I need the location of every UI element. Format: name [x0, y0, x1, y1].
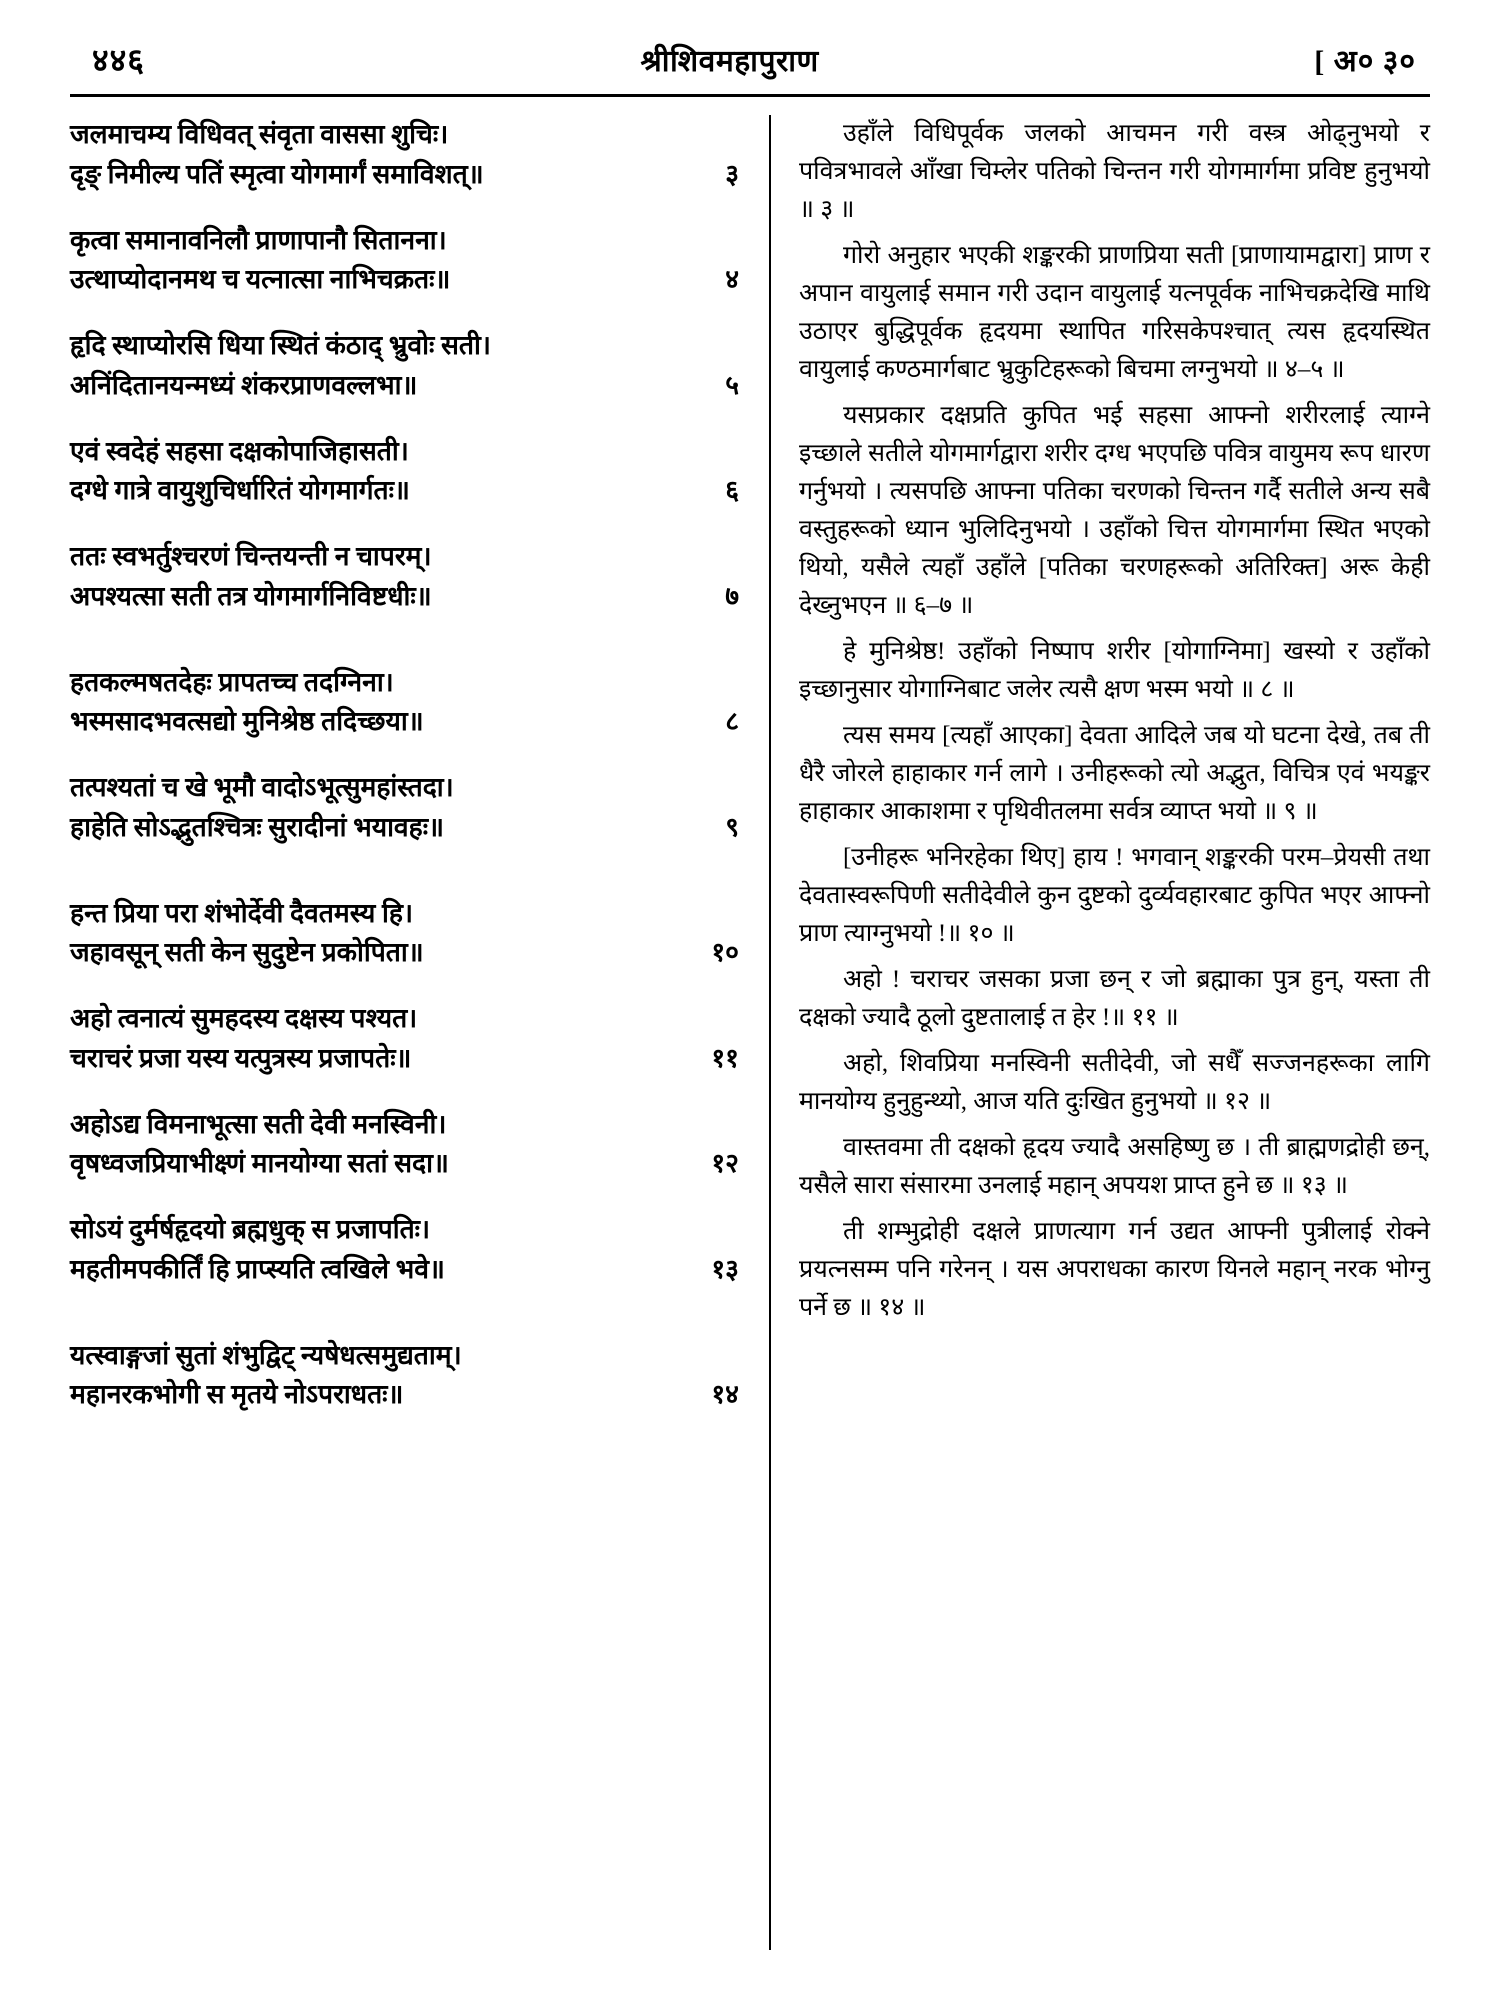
verse-line: अनिंदितानयन्मध्यं शंकरप्राणवल्लभा॥ [70, 369, 418, 400]
verse-number: १४ [711, 1379, 739, 1410]
verse-line: अहोऽद्य विमनाभूत्सा सती देवी मनस्विनी। [70, 1108, 447, 1139]
translation-paragraph: हे मुनिश्रेष्ठ! उहाँको निष्पाप शरीर [योगाग्निमा] खस्यो र उहाँको इच्छानुसार योगाग्निबाट जलेर त्यसै क्षण भस्म भयो ॥ ८ ॥ [798, 638, 1430, 703]
page-number: ४४६ [92, 42, 145, 78]
translation-paragraph: [उनीहरू भनिरहेका थिए] हाय ! भगवान् शङ्करकी परम–प्रेयसी तथा देवतास्वरूपिणी सतीदेवीले कुन दुष्टको दुर्व्यवहारबाट कुपित भएर आफ्नो प्राण त्याग्नुभयो !॥ १० ॥ [798, 844, 1430, 947]
verse-line: हाहेति सोऽद्भुतश्चित्रः सुरादीनां भयावहः॥ [70, 811, 444, 842]
verse-line: सोऽयं दुर्मर्षहृदयो ब्रह्मधुक् स प्रजापतिः। [70, 1214, 431, 1244]
verse-line: वृषध्वजप्रियाभीक्ष्णं मानयोग्या सतां सदा॥ [70, 1148, 449, 1179]
verse-line: तत्पश्यतां च खे भूमौ वादोऽभूत्सुमहांस्तदा। [70, 772, 454, 802]
verse-block [70, 326, 739, 406]
verse-number: १० [711, 937, 739, 968]
verse-line: जहावसून् सती केन सुदुष्टेन प्रकोपिता॥ [70, 937, 424, 968]
page-body [70, 115, 1430, 1950]
verse-line: भस्मसादभवत्सद्यो मुनिश्रेष्ठ तदिच्छया॥ [70, 706, 424, 737]
translation-paragraph: वास्तवमा ती दक्षको हृदय ज्यादै असहिष्णु छ । ती ब्राह्मणद्रोही छन्, यसैले सारा संसारमा उनलाई महान् अपयश प्राप्त हुने छ ॥ १३ ॥ [798, 1134, 1430, 1199]
verse-block [70, 999, 739, 1079]
verse-number: ५ [725, 369, 739, 400]
verse-number: १३ [711, 1253, 739, 1284]
verse-line: एवं स्वदेहं सहसा दक्षकोपाजिहासती। [70, 435, 409, 466]
verse-number: १२ [711, 1148, 739, 1179]
verse-line: महतीमपकीर्तिं हि प्राप्स्यति त्वखिले भवे॥ [70, 1253, 445, 1284]
verse-block [70, 894, 739, 974]
translation-paragraph: अहो, शिवप्रिया मनस्विनी सतीदेवी, जो सधैँ सज्जनहरूका लागि मानयोग्य हुनुहुन्थ्यो, आज यति दुःखित हुनुभयो ॥ १२ ॥ [798, 1050, 1430, 1115]
verse-number: ४ [725, 264, 739, 295]
verse-block [70, 432, 739, 512]
verse-line: दग्धे गात्रे वायुशुचिर्धारितं योगमार्गतः॥ [70, 475, 410, 506]
translation-paragraph: ती शम्भुद्रोही दक्षले प्राणत्याग गर्न उद्यत आफ्नी पुत्रीलाई रोक्ने प्रयत्नसम्म पनि गरेनन् । यस अपराधका कारण यिनले महान् नरक भोग्नु पर्ने छ ॥ १४ ॥ [798, 1218, 1430, 1321]
verse-block [70, 1210, 739, 1290]
verse-line: चराचरं प्रजा यस्य यत्पुत्रस्य प्रजापतेः॥ [70, 1042, 412, 1073]
verse-line: अपश्यत्सा सती तत्र योगमार्गनिविष्टधीः॥ [70, 580, 432, 611]
verse-number: ७ [725, 580, 739, 611]
verse-block [70, 768, 739, 848]
verse-block [70, 221, 739, 301]
verse-block [70, 115, 739, 195]
nepali-translation-column [771, 115, 1430, 1950]
verse-line: हृदि स्थाप्योरसि धिया स्थितं कंठाद् भ्रुवोः सती। [70, 330, 491, 360]
book-title: श्रीशिवमहापुराण [640, 45, 819, 78]
verse-line: ततः स्वभर्तुश्चरणं चिन्तयन्ती न चापरम्। [70, 541, 432, 571]
verse-line: अहो त्वनात्यं सुमहदस्य दक्षस्य पश्यत। [70, 1003, 418, 1033]
verse-number: ३ [725, 158, 739, 189]
translation-paragraph: त्यस समय [त्यहाँ आएका] देवता आदिले जब यो घटना देखे, तब ती धैरै जोरले हाहाकार गर्न लागे । उनीहरूको त्यो अद्भुत, विचित्र एवं भयङ्कर हाहाकार आकाशमा र पृथिवीतलमा सर्वत्र व्याप्त भयो ॥ ९ ॥ [798, 722, 1430, 825]
sanskrit-verse-column [70, 115, 769, 1950]
verse-line: महानरकभोगी स मृतये नोऽपराधतः॥ [70, 1379, 404, 1410]
verse-number: ८ [725, 706, 739, 737]
translation-paragraph: यसप्रकार दक्षप्रति कुपित भई सहसा आफ्नो शरीरलाई त्याग्ने इच्छाले सतीले योगमार्गद्वारा शरीर दग्ध भएपछि पवित्र वायुमय रूप धारण गर्नुभयो । त्यसपछि आफ्ना पतिका चरणको चिन्तन गर्दै सतीले अन्य सबै वस्तुहरूको ध्यान भुलिदिनुभयो । उहाँको चित्त योगमार्गमा स्थित भएको थियो, यसैले त्यहाँ उहाँले [पतिका चरणहरूको अतिरिक्त] अरू केही देख्नुभएन ॥ ६–७ ॥ [798, 402, 1430, 619]
translation-paragraph: उहाँले विधिपूर्वक जलको आचमन गरी वस्त्र ओढ्नुभयो र पवित्रभावले आँखा चिम्लेर पतिको चिन्तन गरी योगमार्गमा प्रविष्ट हुनुभयो ॥ ३ ॥ [798, 120, 1430, 223]
verse-line: यत्स्वाङ्गजां सुतां शंभुद्विट् न्यषेधत्समुद्यताम्। [70, 1339, 462, 1370]
header-rule [70, 94, 1430, 97]
verse-line: दृङ् निमील्य पतिं स्मृत्वा योगमार्गं समाविशत्॥ [70, 158, 484, 189]
verse-line: कृत्वा समानावनिलौ प्राणापानौ सितानना। [70, 224, 447, 255]
verse-number: ९ [725, 811, 739, 842]
verse-block [70, 537, 739, 617]
verse-line: हतकल्मषतदेहः प्रापतच्च तदग्निना। [70, 666, 394, 697]
translation-paragraph: अहो ! चराचर जसका प्रजा छन् र जो ब्रह्माका पुत्र हुन्, यस्ता ती दक्षको ज्यादै ठूलो दुष्टतालाई त हेर !॥ ११ ॥ [798, 966, 1430, 1031]
verse-line: हन्त प्रिया परा शंभोर्देवी दैवतमस्य हि। [70, 897, 413, 928]
translation-paragraph: गोरो अनुहार भएकी शङ्करकी प्राणप्रिया सती [प्राणायामद्वारा] प्राण र अपान वायुलाई समान गरी उदान वायुलाई यत्नपूर्वक नाभिचक्रदेखि माथि उठाएर बुद्धिपूर्वक हृदयमा स्थापित गरिसकेपश्चात् त्यस हृदयस्थित वायुलाई कण्ठमार्गबाट भ्रुकुटिहरूको बिचमा लग्नुभयो ॥ ४–५ ॥ [798, 242, 1430, 383]
chapter-reference: [ अ० ३० [1314, 45, 1416, 78]
verse-line: उत्थाप्योदानमथ च यत्नात्सा नाभिचक्रतः॥ [70, 264, 451, 295]
verse-block [70, 663, 739, 743]
page-header [70, 38, 1430, 90]
verse-number: ११ [711, 1042, 739, 1073]
verse-block [70, 1105, 739, 1185]
verse-block [70, 1336, 739, 1416]
verse-number: ६ [725, 475, 739, 506]
verse-line: जलमाचम्य विधिवत् संवृता वाससा शुचिः। [70, 119, 449, 149]
